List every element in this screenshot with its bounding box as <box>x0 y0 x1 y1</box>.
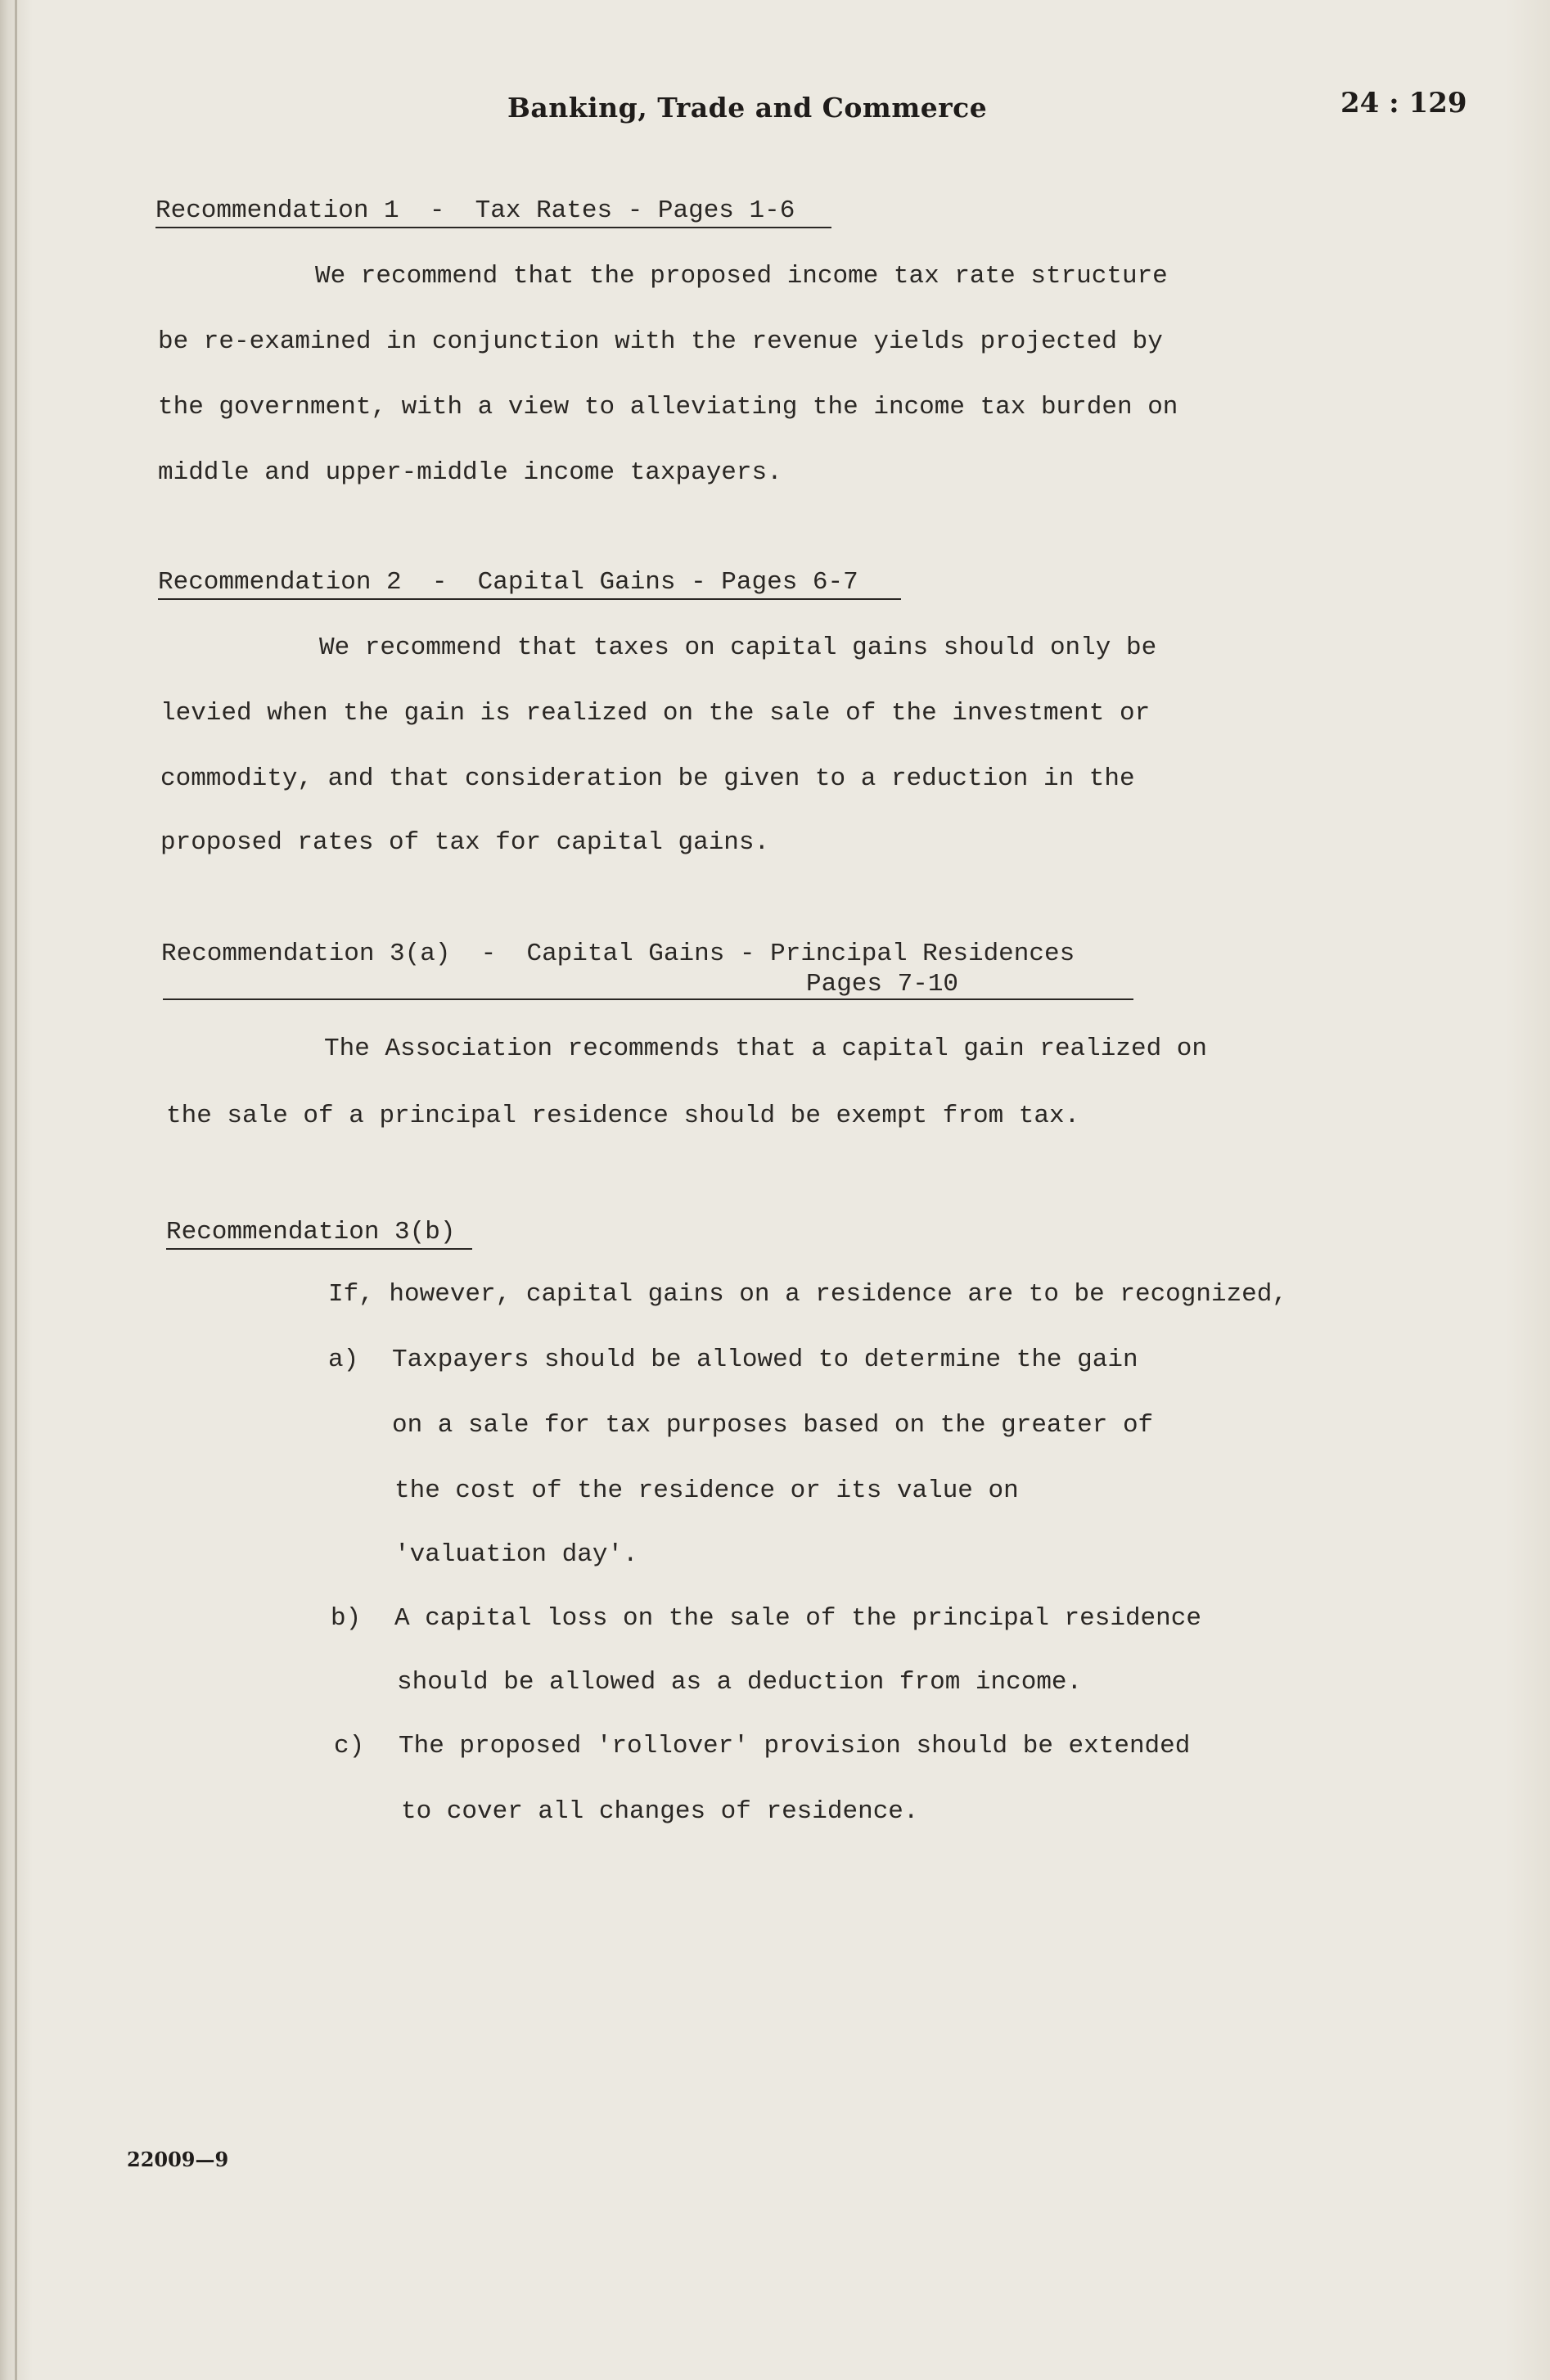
rec1-line: We recommend that the proposed income tax rate structure <box>315 262 1168 291</box>
rec2-line: proposed rates of tax for capital gains. <box>160 828 770 857</box>
rec3a-line: The Association recommends that a capital gain realized on <box>324 1034 1207 1063</box>
rec3b-heading: Recommendation 3(b) <box>166 1218 456 1246</box>
list-item-line: on a sale for tax purposes based on the greater of <box>392 1411 1154 1440</box>
rec2-heading: Recommendation 2 - Capital Gains - Pages 6-7 <box>158 568 858 597</box>
rec1-line: middle and upper-middle income taxpayers. <box>158 458 782 487</box>
list-item-marker: c) <box>334 1732 365 1760</box>
list-item-line: the cost of the residence or its value on <box>394 1476 1019 1505</box>
rec3a-heading-pages: Pages 7-10 <box>806 970 959 998</box>
rec1-heading-underline <box>155 227 831 228</box>
running-header-title: Banking, Trade and Commerce <box>507 92 988 124</box>
list-item-marker: a) <box>328 1346 359 1374</box>
list-item-line: to cover all changes of residence. <box>401 1797 919 1826</box>
list-item-marker: b) <box>331 1604 362 1633</box>
rec2-line: levied when the gain is realized on the sale of the investment or <box>160 699 1151 728</box>
list-item-line: 'valuation day'. <box>394 1540 638 1569</box>
rec1-line: be re-examined in conjunction with the revenue yields projected by <box>158 327 1163 356</box>
rec3b-heading-underline <box>166 1248 472 1250</box>
list-item-line: Taxpayers should be allowed to determine the gain <box>392 1346 1138 1374</box>
rec3a-heading-underline <box>163 998 1133 1000</box>
running-header-page-ref: 24 : 129 <box>1340 87 1467 119</box>
rec2-line: commodity, and that consideration be given to a reduction in the <box>160 764 1135 793</box>
rec3a-heading: Recommendation 3(a) - Capital Gains - Principal Residences <box>161 940 1075 968</box>
footer-print-code: 22009—9 <box>127 2148 229 2171</box>
rec2-heading-underline <box>158 598 901 600</box>
list-item-line: The proposed 'rollover' provision should be extended <box>399 1732 1191 1760</box>
list-item-line: should be allowed as a deduction from income. <box>397 1668 1083 1697</box>
rec3a-line: the sale of a principal residence should be exempt from tax. <box>166 1102 1080 1130</box>
rec1-line: the government, with a view to alleviating the income tax burden on <box>158 393 1178 421</box>
rec1-heading: Recommendation 1 - Tax Rates - Pages 1-6 <box>155 196 795 225</box>
rec2-line: We recommend that taxes on capital gains should only be <box>319 633 1157 662</box>
list-item-line: A capital loss on the sale of the principal residence <box>394 1604 1201 1633</box>
rec3b-intro: If, however, capital gains on a residence are to be recognized, <box>328 1280 1287 1309</box>
page-binding-edge <box>15 0 17 2380</box>
